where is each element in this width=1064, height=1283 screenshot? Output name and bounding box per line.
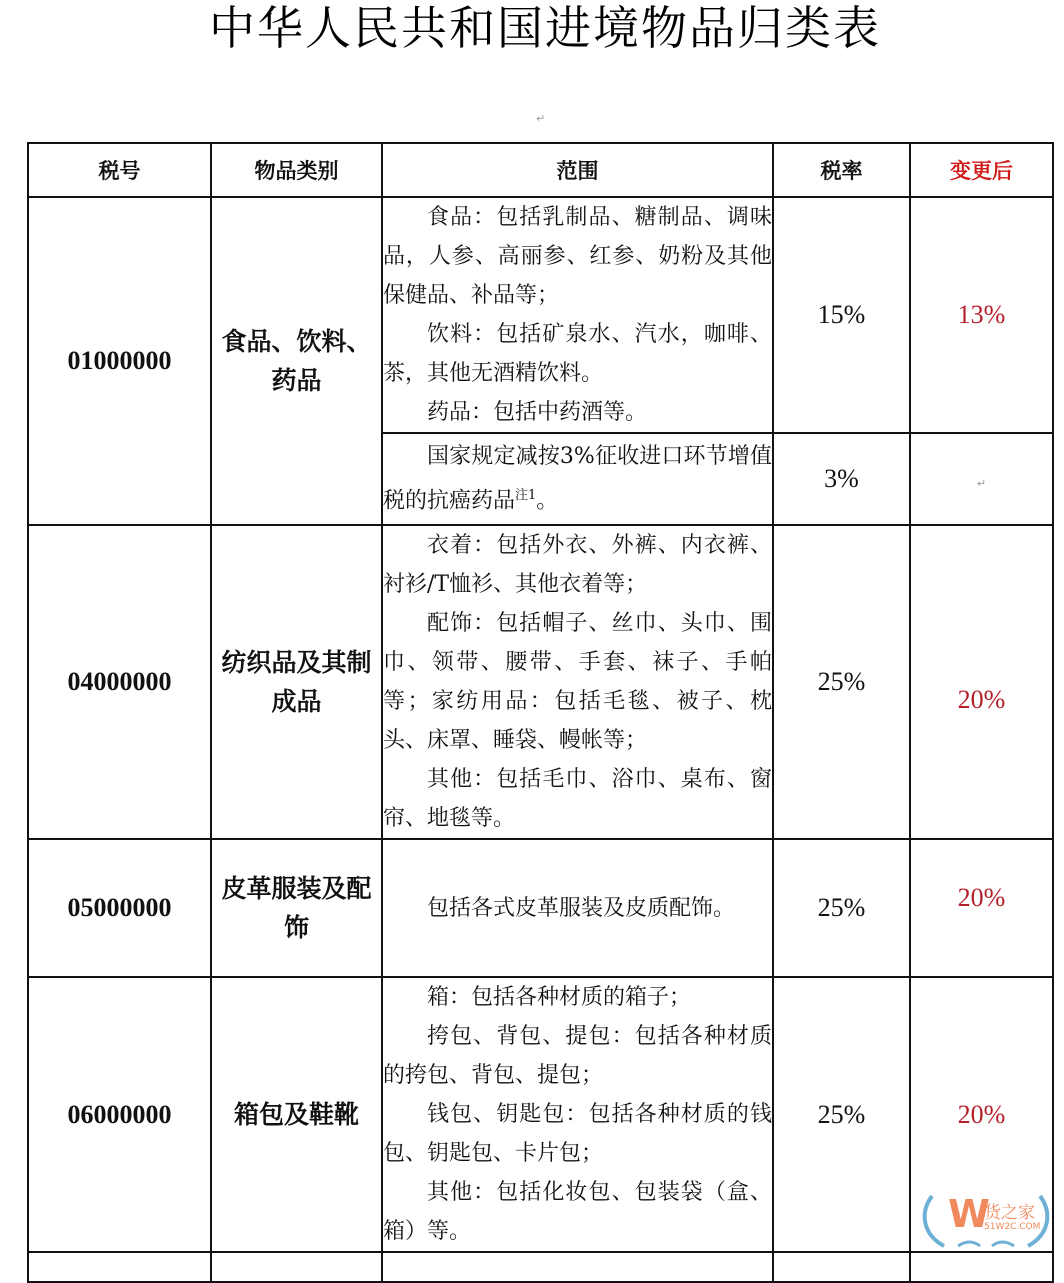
scope-paragraph: 衣着：包括外衣、外裤、内衣裤、衬衫/T恤衫、其他衣着等； (383, 533, 772, 597)
scope-end: 。 (536, 488, 559, 514)
tax-code-cell: 05000000 (28, 839, 211, 977)
scope-text: 国家规定减按3%征收进口环节增值税的抗癌药品 (383, 444, 772, 514)
changed-rate-cell (910, 525, 1053, 839)
changed-rate-value: 20% (957, 883, 1006, 912)
header-changed: 变更后 (910, 143, 1053, 197)
watermark-brand: 货之家 (984, 1203, 1035, 1223)
paragraph-mark-icon: ↵ (536, 112, 546, 125)
category-cell: 纺织品及其制成品 (211, 525, 382, 839)
scope-paragraph: 药品：包括中药酒等。 (427, 400, 648, 425)
scope-paragraph: 钱包、钥匙包：包括各种材质的钱包、钥匙包、卡片包； (383, 1102, 772, 1166)
header-scope: 范围 (382, 143, 773, 197)
header-rate: 税率 (773, 143, 910, 197)
page-title: 中华人民共和国进境物品归类表 (209, 1, 881, 55)
table-row (28, 977, 1053, 1252)
table-row-partial (28, 1252, 1053, 1282)
scope-paragraph: 其他：包括化妆包、包装袋（盒、箱）等。 (383, 1180, 772, 1244)
scope-cell (382, 977, 773, 1252)
watermark-logo (918, 1188, 1054, 1252)
tax-code-cell: 01000000 (28, 197, 211, 525)
table-row (28, 525, 1053, 839)
changed-rate-value: 20% (957, 685, 1006, 714)
rate-cell: 3% (773, 433, 910, 525)
watermark-domain: 51W2C.COM (984, 1222, 1041, 1232)
tax-code-cell: 06000000 (28, 977, 211, 1252)
changed-rate-value: 20% (957, 1099, 1006, 1129)
classification-table (27, 142, 1054, 1283)
rate-cell: 25% (773, 977, 910, 1252)
scope-paragraph: 包括各式皮革服装及皮质配饰。 (427, 895, 736, 921)
scope-cell (382, 839, 773, 977)
scope-paragraph: 配饰：包括帽子、丝巾、头巾、围巾、领带、腰带、手套、袜子、手帕等；家纺用品：包括毛毯、被子、枕头、床罩、睡袋、幔帐等； (383, 611, 772, 753)
scope-paragraph: 食品：包括乳制品、糖制品、调味品，人参、高丽参、红参、奶粉及其他保健品、补品等； (383, 205, 772, 308)
scope-paragraph: 饮料：包括矿泉水、汽水，咖啡、茶，其他无酒精饮料。 (383, 322, 772, 386)
paragraph-mark-icon: ↵ (976, 477, 987, 490)
category-cell: 食品、饮料、药品 (211, 197, 382, 525)
rate-cell: 25% (773, 839, 910, 977)
watermark-letter: W (948, 1192, 990, 1236)
table-row (28, 839, 1053, 977)
table-header-row (28, 143, 1053, 197)
scope-cell (382, 525, 773, 839)
scope-paragraph: 挎包、背包、提包：包括各种材质的挎包、背包、提包； (383, 1024, 772, 1088)
scope-cell (382, 433, 773, 525)
changed-rate-cell (910, 433, 1053, 525)
header-category: 物品类别 (211, 143, 382, 197)
footnote-ref: 注1 (515, 488, 537, 504)
scope-paragraph: 其他：包括毛巾、浴巾、桌布、窗帘、地毯等。 (383, 767, 772, 831)
category-cell: 皮革服装及配饰 (211, 839, 382, 977)
tax-code-cell: 04000000 (28, 525, 211, 839)
rate-cell: 25% (773, 525, 910, 839)
changed-rate-cell (910, 839, 1053, 977)
rate-cell: 15% (773, 197, 910, 433)
scope-paragraph: 箱：包括各种材质的箱子； (427, 985, 692, 1010)
changed-rate-cell (910, 197, 1053, 433)
scope-cell (382, 197, 773, 433)
category-cell: 箱包及鞋靴 (211, 977, 382, 1252)
changed-rate-value: 13% (957, 300, 1006, 329)
header-tax-code: 税号 (28, 143, 211, 197)
table-row (28, 197, 1053, 433)
